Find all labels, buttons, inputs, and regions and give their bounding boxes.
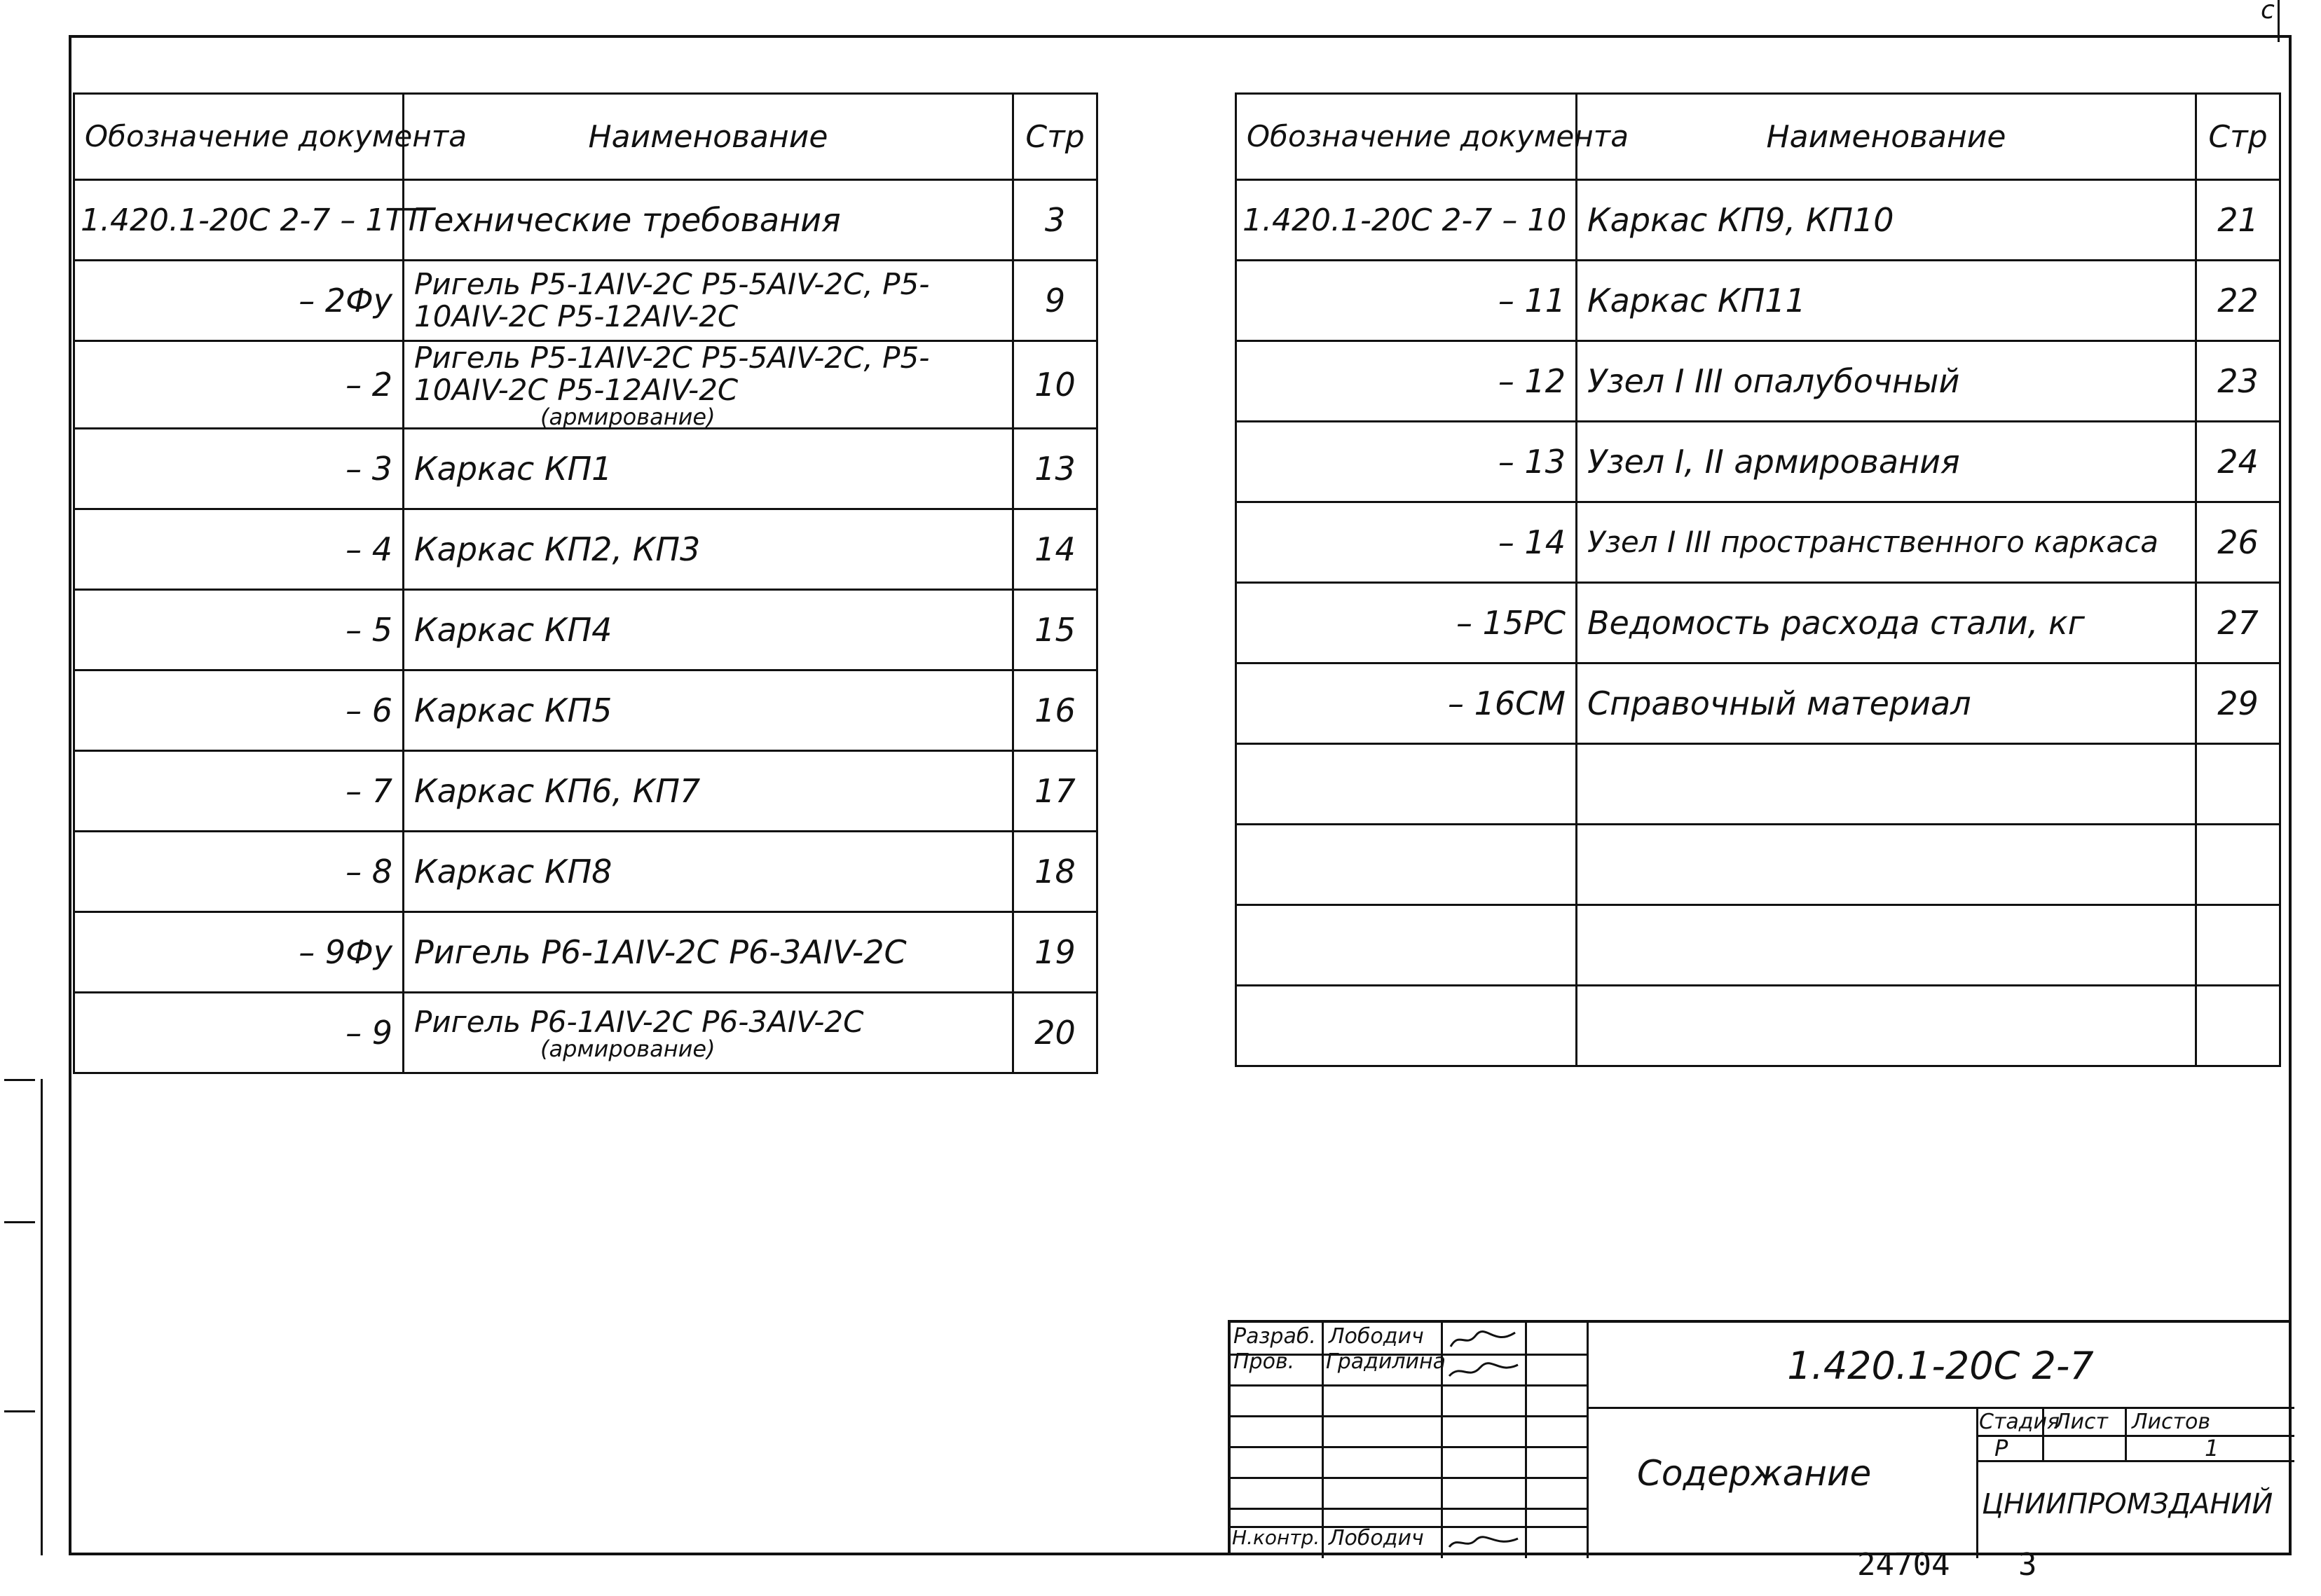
organization-name: ЦНИИПРОМЗДАНИЙ bbox=[1982, 1488, 2273, 1520]
doc-code: 1.420.1-20С 2-7 – 1ТТ bbox=[74, 180, 404, 261]
role-label: Разраб. bbox=[1233, 1324, 1316, 1349]
tb-line bbox=[1976, 1435, 2294, 1437]
empty-cell bbox=[1236, 986, 1577, 1066]
tb-line bbox=[1587, 1407, 2294, 1409]
doc-name: Каркас КП9, КП10 bbox=[1577, 180, 2196, 261]
doc-code: – 13 bbox=[1236, 422, 1577, 502]
doc-name: Узел I III пространственного каркаса bbox=[1577, 502, 2196, 583]
table-row bbox=[1236, 583, 2280, 663]
header-name: Наименование bbox=[404, 94, 1013, 180]
tb-line bbox=[2125, 1407, 2127, 1460]
sheet-title: Содержание bbox=[1637, 1453, 1872, 1494]
signature-1 bbox=[1445, 1326, 1521, 1354]
doc-name: Каркас КП8 bbox=[404, 832, 1013, 912]
document-code: 1.420.1-20С 2-7 bbox=[1787, 1344, 2094, 1388]
person-name: Лободич bbox=[1329, 1526, 1424, 1550]
tb-line bbox=[1976, 1460, 2294, 1462]
role-label: Пров. bbox=[1233, 1349, 1295, 1374]
table-row bbox=[74, 180, 1097, 261]
doc-name-note: (армирование) bbox=[540, 1036, 716, 1062]
doc-name: Каркас КП11 bbox=[1577, 261, 2196, 341]
signature-3 bbox=[1445, 1529, 1521, 1555]
table-header bbox=[1236, 94, 2280, 180]
doc-code: – 2Фу bbox=[74, 261, 404, 341]
page-number: 24 bbox=[2196, 422, 2280, 502]
page-number: 13 bbox=[1013, 429, 1097, 509]
doc-name: Узел I, II армирования bbox=[1577, 422, 2196, 502]
doc-name: Ригель Р5-1АIV-2С Р5-5АIV-2С, Р5-10АIV-2С Р5-12АIV-2С (армирование) bbox=[404, 341, 1013, 429]
right-edge-line bbox=[2278, 0, 2280, 42]
table-row bbox=[1236, 422, 2280, 502]
page-number-footer: 3 bbox=[2018, 1547, 2037, 1583]
binding-strip-marks bbox=[4, 1079, 35, 1557]
page-number: 20 bbox=[1013, 993, 1097, 1073]
empty-cell bbox=[2196, 825, 2280, 905]
page-number: 23 bbox=[2196, 341, 2280, 422]
doc-name: Каркас КП2, КП3 bbox=[404, 509, 1013, 590]
table-row bbox=[1236, 261, 2280, 341]
page-number: 17 bbox=[1013, 751, 1097, 832]
table-row-empty bbox=[1236, 905, 2280, 986]
doc-code: – 16СМ bbox=[1236, 663, 1577, 744]
empty-cell bbox=[1577, 744, 2196, 825]
doc-code: – 15РС bbox=[1236, 583, 1577, 663]
table-row bbox=[1236, 341, 2280, 422]
sheet-label: Лист bbox=[2055, 1410, 2109, 1434]
doc-code: 1.420.1-20С 2-7 – 10 bbox=[1236, 180, 1577, 261]
doc-code: – 7 bbox=[74, 751, 404, 832]
page-number: 26 bbox=[2196, 502, 2280, 583]
table-row bbox=[1236, 502, 2280, 583]
person-name: Градилина bbox=[1326, 1349, 1446, 1374]
table-row-empty bbox=[1236, 986, 2280, 1066]
empty-cell bbox=[1236, 825, 1577, 905]
doc-code: – 9 bbox=[74, 993, 404, 1073]
page-number: 10 bbox=[1013, 341, 1097, 429]
table-header bbox=[74, 94, 1097, 180]
header-page: Стр bbox=[1013, 94, 1097, 180]
table-row-empty bbox=[1236, 825, 2280, 905]
corner-mark: с bbox=[2261, 0, 2275, 25]
empty-cell bbox=[2196, 744, 2280, 825]
doc-code: – 11 bbox=[1236, 261, 1577, 341]
page-number: 19 bbox=[1013, 912, 1097, 993]
table-row bbox=[74, 912, 1097, 993]
header-page: Стр bbox=[2196, 94, 2280, 180]
doc-name: Каркас КП6, КП7 bbox=[404, 751, 1013, 832]
table-row bbox=[1236, 180, 2280, 261]
stage-value: Р bbox=[1994, 1435, 2008, 1461]
table-row bbox=[74, 590, 1097, 670]
contents-table-left bbox=[73, 92, 1098, 1074]
person-name: Лободич bbox=[1329, 1324, 1424, 1349]
title-block bbox=[1228, 1320, 2292, 1555]
doc-code: – 3 bbox=[74, 429, 404, 509]
sheets-label: Листов bbox=[2132, 1410, 2211, 1434]
doc-name: Ригель Р6-1АIV-2С Р6-3АIV-2С (армирование) bbox=[404, 993, 1013, 1073]
archive-number: 24704 bbox=[1857, 1547, 1950, 1583]
header-doc: Обозначение документа bbox=[1236, 94, 1577, 180]
doc-name: Технические требования bbox=[404, 180, 1013, 261]
header-name: Наименование bbox=[1577, 94, 2196, 180]
role-label: Н.контр. bbox=[1232, 1526, 1320, 1549]
table-row bbox=[74, 993, 1097, 1073]
doc-code: – 8 bbox=[74, 832, 404, 912]
empty-cell bbox=[1577, 825, 2196, 905]
empty-cell bbox=[2196, 905, 2280, 986]
table-row bbox=[74, 429, 1097, 509]
table-row bbox=[74, 832, 1097, 912]
signature-2 bbox=[1445, 1356, 1521, 1384]
doc-name: Справочный материал bbox=[1577, 663, 2196, 744]
table-row-empty bbox=[1236, 744, 2280, 825]
table-row bbox=[74, 670, 1097, 751]
page-number: 15 bbox=[1013, 590, 1097, 670]
doc-name: Ригель Р5-1АIV-2С Р5-5АIV-2С, Р5-10АIV-2С Р5-12АIV-2С bbox=[404, 261, 1013, 341]
empty-cell bbox=[1577, 905, 2196, 986]
doc-name: Ригель Р6-1АIV-2С Р6-3АIV-2С bbox=[404, 912, 1013, 993]
doc-code: – 9Фу bbox=[74, 912, 404, 993]
doc-code: – 4 bbox=[74, 509, 404, 590]
table-row bbox=[74, 751, 1097, 832]
page-number: 14 bbox=[1013, 509, 1097, 590]
doc-code: – 14 bbox=[1236, 502, 1577, 583]
header-doc: Обозначение документа bbox=[74, 94, 404, 180]
sheets-value: 1 bbox=[2205, 1435, 2219, 1461]
empty-cell bbox=[2196, 986, 2280, 1066]
doc-name: Ведомость расхода стали, кг bbox=[1577, 583, 2196, 663]
empty-cell bbox=[1236, 744, 1577, 825]
doc-code: – 5 bbox=[74, 590, 404, 670]
stage-label: Стадия bbox=[1979, 1410, 2060, 1434]
page-number: 16 bbox=[1013, 670, 1097, 751]
page-number: 9 bbox=[1013, 261, 1097, 341]
doc-name: Каркас КП5 bbox=[404, 670, 1013, 751]
page-number: 3 bbox=[1013, 180, 1097, 261]
table-row bbox=[1236, 663, 2280, 744]
doc-name: Каркас КП1 bbox=[404, 429, 1013, 509]
doc-name-note: (армирование) bbox=[540, 404, 716, 430]
doc-code: – 12 bbox=[1236, 341, 1577, 422]
table-row bbox=[74, 341, 1097, 429]
doc-name: Узел I III опалубочный bbox=[1577, 341, 2196, 422]
contents-table-right bbox=[1235, 92, 2281, 1067]
binding-strip-line bbox=[41, 1079, 43, 1555]
page-number: 29 bbox=[2196, 663, 2280, 744]
page-number: 18 bbox=[1013, 832, 1097, 912]
doc-code: – 2 bbox=[74, 341, 404, 429]
empty-cell bbox=[1236, 905, 1577, 986]
page-number: 21 bbox=[2196, 180, 2280, 261]
empty-cell bbox=[1577, 986, 2196, 1066]
page-number: 22 bbox=[2196, 261, 2280, 341]
table-row bbox=[74, 261, 1097, 341]
doc-code: – 6 bbox=[74, 670, 404, 751]
table-row bbox=[74, 509, 1097, 590]
page-number: 27 bbox=[2196, 583, 2280, 663]
tb-line bbox=[1976, 1407, 1978, 1558]
doc-name: Каркас КП4 bbox=[404, 590, 1013, 670]
